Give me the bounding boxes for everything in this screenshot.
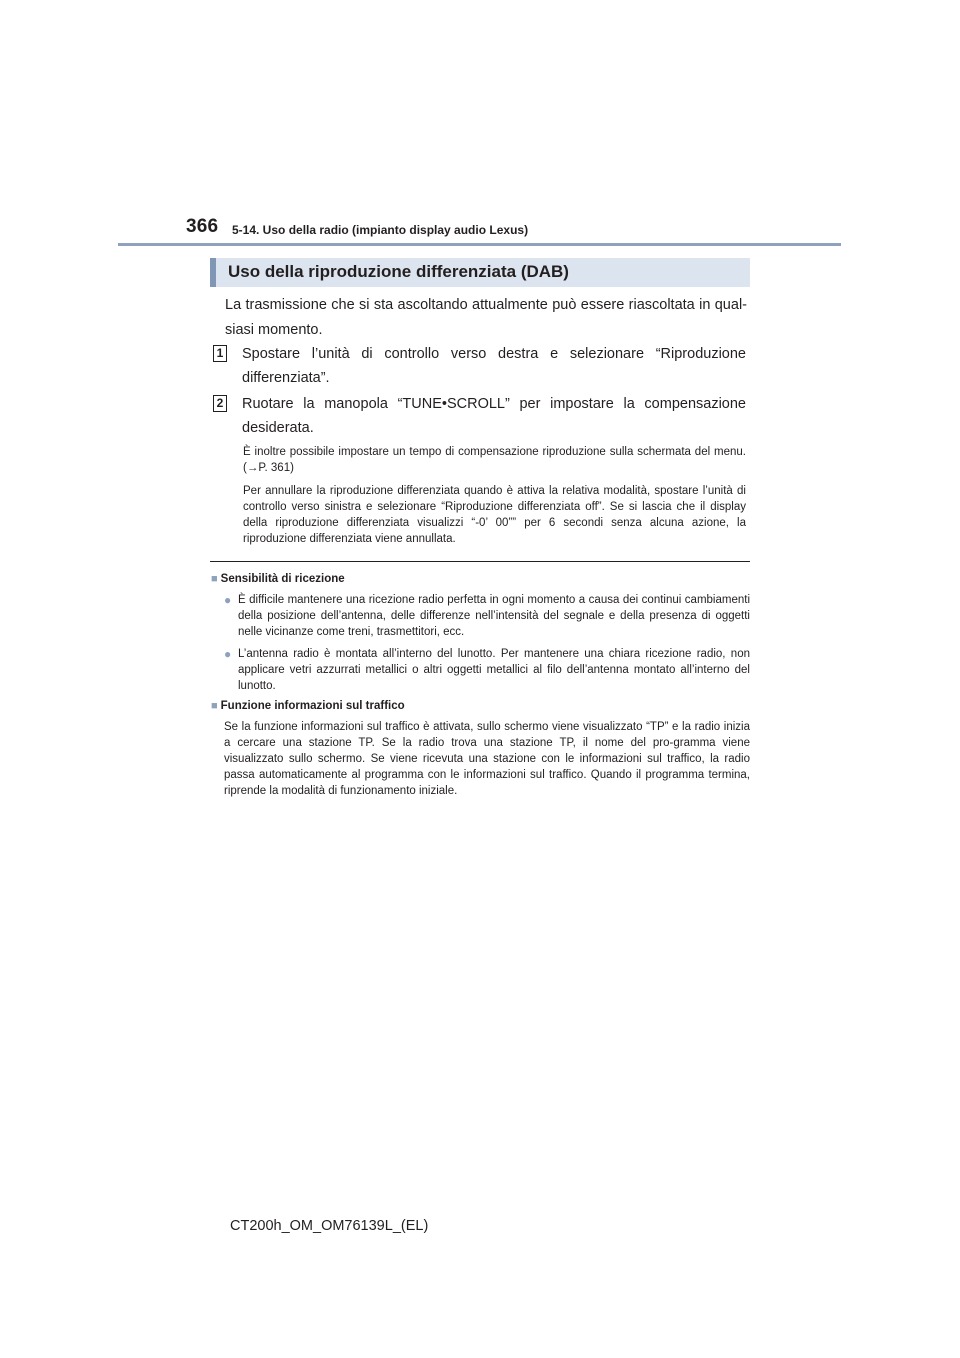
sub-heading-traffic [211, 698, 405, 714]
section-heading-bar [210, 258, 750, 287]
step-number-badge: 1 [213, 345, 227, 362]
square-bullet-icon: ■ [211, 573, 218, 585]
page-number: 366 [186, 216, 219, 237]
bullet-dot-icon: ● [224, 593, 232, 607]
square-bullet-icon: ■ [211, 700, 218, 712]
chapter-title: 5-14. Uso della radio (impianto display audio Lexus) [232, 223, 529, 237]
bullet-dot-icon: ● [224, 647, 232, 661]
traffic-paragraph: Se la funzione informazioni sul traffico è attivata, sullo schermo viene visualizzato “TP” e la radio inizia a cercare una stazione TP. Se la radio trova una stazione TP, il nome del pro-gramma viene visualizzato sullo schermo. Se viene ricevuta una stazione con le informazioni sul traffico, la radio passa automaticamente al programma con le informazioni sul traffico. Quando il programma termina, riprende la modalità di funzionamento iniziale. [224, 721, 750, 797]
bullet-text: È difficile mantenere una ricezione radio perfetta in ogni momento a causa dei continui cambiamenti della posizione dell’antenna, delle differenze nell’intensità del segnale e della presenza di oggetti nelle vicinanze come treni, trasmettitori, ecc. [238, 594, 750, 638]
sub-heading-label: Funzione informazioni sul traffico [220, 700, 405, 712]
sub-heading-label: Sensibilità di ricezione [220, 573, 345, 585]
sub-heading-reception [211, 571, 345, 587]
note-paragraph: È inoltre possibile impostare un tempo di compensazione riproduzione sulla schermata del menu. (→P. 361) [243, 446, 746, 474]
intro-paragraph: La trasmissione che si sta ascoltando attualmente può essere riascoltata in qual-siasi momento. [225, 297, 747, 338]
bullet-text: L’antenna radio è montata all’interno del lunotto. Per mantenere una chiara ricezione radio, non applicare vetri azzurrati metallici o altri oggetti metallici al filo dell’antenna montato all’interno del lunotto. [238, 648, 750, 692]
note-paragraph: Per annullare la riproduzione differenziata quando è attiva la relativa modalità, spostare l’unità di controllo verso sinistra e selezionare “Riproduzione differenziata off”. Se si lascia che il display della riproduzione differenziata visualizzi “-0’ 00”” per 6 secondi senza alcuna azione, la riproduzione differenziata viene annullata. [243, 485, 746, 545]
section-title: Uso della riproduzione differenziata (DAB) [228, 262, 569, 281]
header-rule [118, 243, 841, 246]
step-text: Ruotare la manopola “TUNE•SCROLL” per impostare la compensazione desiderata. [242, 396, 746, 436]
document-code: CT200h_OM_OM76139L_(EL) [230, 1218, 429, 1234]
step-text: Spostare l’unità di controllo verso destra e selezionare “Riproduzione differenziata”. [242, 346, 746, 386]
section-divider [210, 561, 750, 562]
step-number-badge: 2 [213, 395, 227, 412]
